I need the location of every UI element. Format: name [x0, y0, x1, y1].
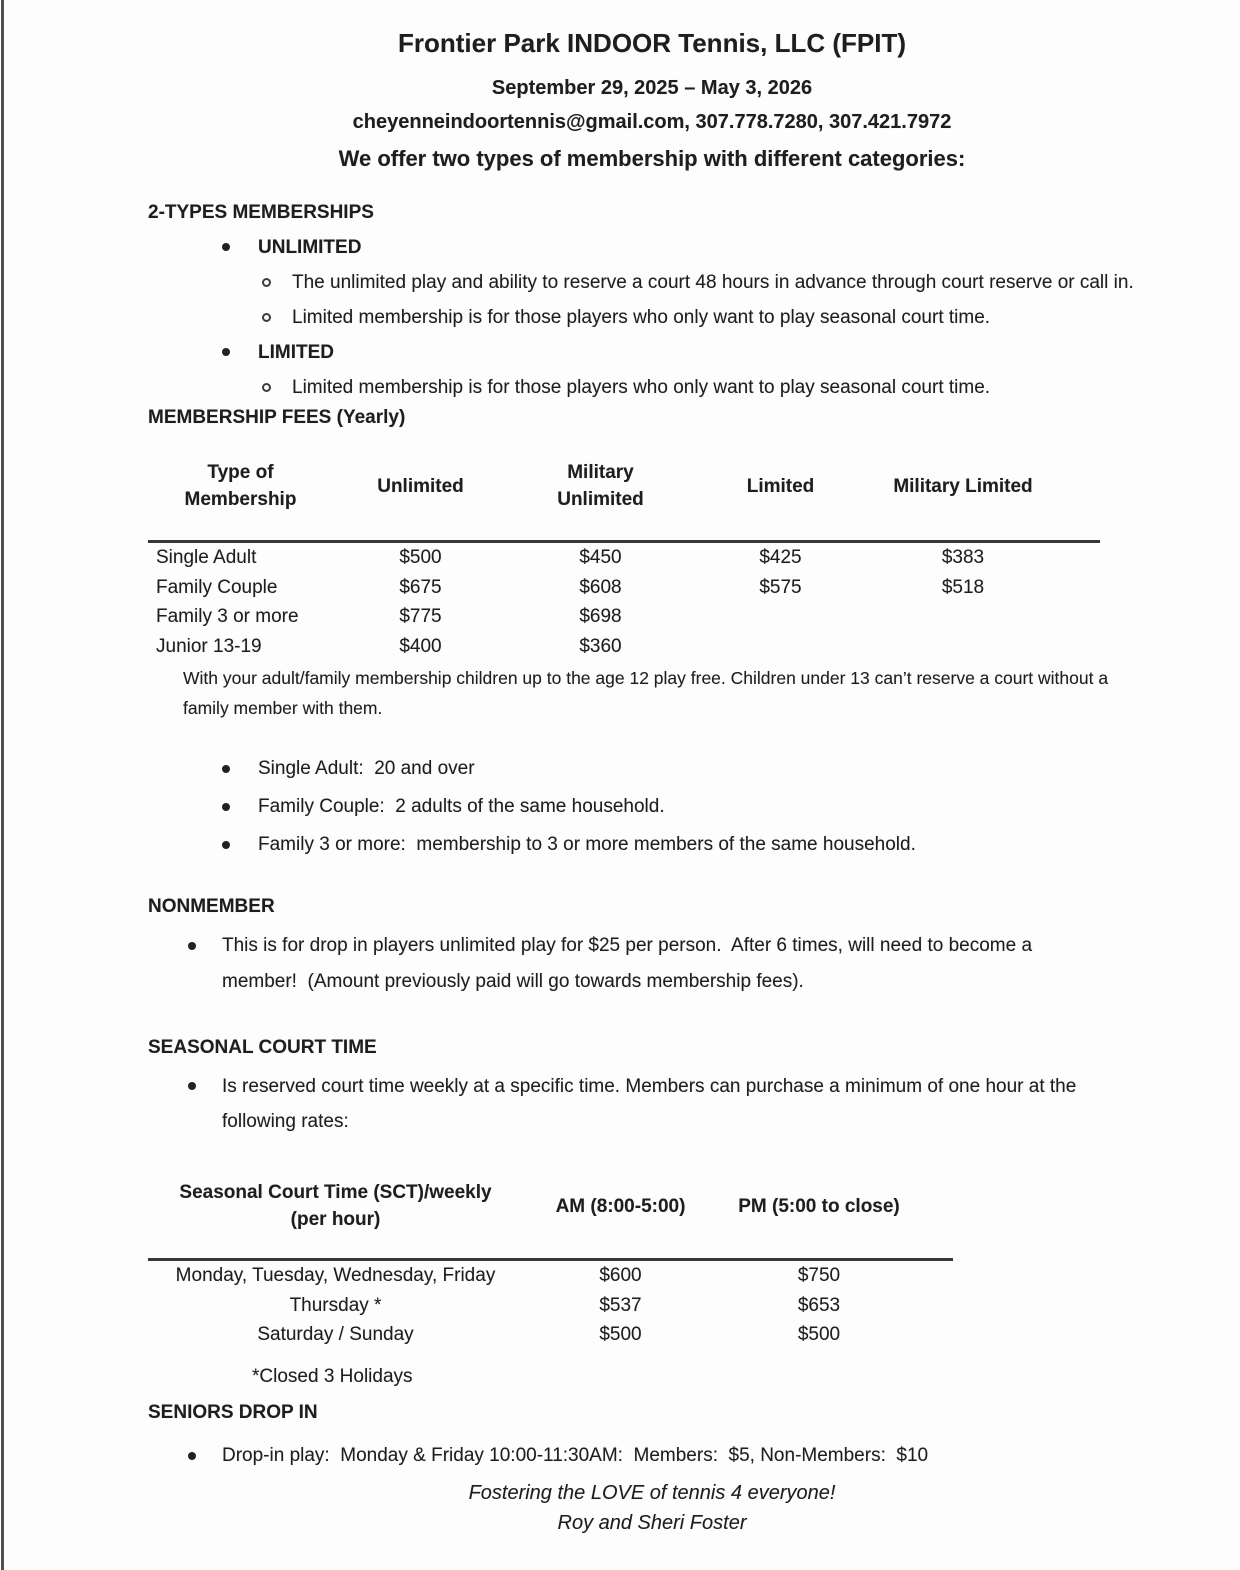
fees-cell: $518 [941, 576, 985, 598]
fees-cell [868, 602, 1058, 632]
list-item-limited-detail-1 [262, 370, 1240, 405]
section-heading-seniors: SENIORS DROP IN [148, 1401, 318, 1423]
sct-cell: $750 [797, 1265, 841, 1286]
seniors-detail: Drop-in play: Monday & Friday 10:00-11:30AM: Members: $5, Non-Members: $10 [222, 1444, 929, 1466]
list-item-unlimited-detail-1 [262, 265, 1240, 300]
fees-cell: $608 [579, 576, 622, 598]
table-row [148, 543, 1240, 573]
fees-column-header-military-unlimited: Military Unlimited [557, 462, 644, 510]
bullet-icon [222, 230, 258, 265]
circle-bullet-icon [262, 370, 292, 405]
category-definitions-list [0, 750, 1240, 864]
fees-table-header-row [148, 459, 1240, 540]
footer-signature: Roy and Sheri Foster [557, 1511, 747, 1534]
category-family-3-or-more: Family 3 or more: membership to 3 or more members of the same household. [258, 834, 916, 855]
table-row [148, 1291, 1240, 1321]
fees-column-header-military-limited: Military Limited [893, 475, 1033, 497]
fees-cell: $575 [759, 576, 802, 598]
fees-cell [693, 602, 868, 632]
section-heading-types: 2-TYPES MEMBERSHIPS [148, 202, 374, 223]
seasonal-detail: Is reserved court time weekly at a specific time. Members can purchase a minimum of one hour at the following rates: [222, 1076, 1082, 1132]
footer-motto: Fostering the LOVE of tennis 4 everyone! [468, 1481, 836, 1504]
seasonal-court-time-table [148, 1179, 1240, 1350]
bullet-icon [188, 1069, 222, 1139]
list-item-seniors [188, 1438, 1240, 1474]
fees-row-label: Family 3 or more [156, 606, 299, 627]
unlimited-label: UNLIMITED [258, 237, 362, 258]
nonmember-detail: This is for drop in players unlimited play for $25 per person. After 6 times, will need to become a member! (Amount previously paid will go towards membership fees). [222, 935, 1038, 992]
table-row [148, 602, 1240, 632]
list-item-nonmember [188, 928, 1240, 1000]
page-title: Frontier Park INDOOR Tennis, LLC (FPIT) [398, 28, 906, 58]
limited-label: LIMITED [258, 342, 334, 363]
limited-detail-1: Limited membership is for those players who only want to play seasonal court time. [292, 377, 991, 398]
sct-cell: $600 [599, 1265, 642, 1286]
fees-cell: $500 [399, 547, 442, 568]
bullet-icon [188, 928, 222, 1000]
circle-bullet-icon [262, 265, 292, 300]
circle-bullet-icon [262, 300, 292, 335]
fees-column-header-type: Type of Membership [184, 462, 297, 510]
fees-row-label: Family Couple [156, 576, 278, 598]
fees-row-label: Junior 13-19 [156, 635, 262, 657]
list-item-family-3-or-more [222, 826, 1240, 864]
document-header [0, 26, 1240, 174]
membership-fees-table [148, 459, 1240, 661]
fees-cell: $775 [399, 606, 442, 627]
membership-note: With your adult/family membership children up to the age 12 play free. Children under 13 can’t reserve a court without a family member with them. [183, 668, 1109, 718]
sct-row-label: Thursday * [289, 1294, 382, 1316]
section-heading-fees: MEMBERSHIP FEES (Yearly) [148, 407, 406, 428]
section-heading-nonmember: NONMEMBER [148, 896, 275, 917]
document-footer [0, 1478, 1240, 1538]
fees-column-header-limited: Limited [746, 475, 815, 497]
sct-cell: $537 [599, 1294, 642, 1316]
table-row [148, 1261, 1240, 1291]
sct-column-header-am: AM (8:00-5:00) [555, 1195, 686, 1217]
fees-cell: $698 [579, 606, 622, 627]
table-row [148, 573, 1240, 603]
sct-cell: $653 [797, 1294, 841, 1316]
fees-cell: $425 [759, 547, 802, 568]
table-row [148, 632, 1240, 662]
contact-line: cheyenneindoortennis@gmail.com, 307.778.7280, 307.421.7972 [352, 111, 952, 133]
bullet-icon [222, 750, 258, 788]
category-family-couple: Family Couple: 2 adults of the same household. [258, 796, 665, 817]
bullet-icon [222, 335, 258, 370]
unlimited-detail-2: Limited membership is for those players who only want to play seasonal court time. [292, 307, 991, 328]
fees-cell [868, 632, 1058, 662]
membership-tagline: We offer two types of membership with different categories: [338, 146, 966, 171]
scan-edge-line [1, 0, 4, 1570]
list-item-seasonal [188, 1069, 1240, 1139]
fees-row-label: Single Adult [156, 547, 257, 568]
sct-column-header-pm: PM (5:00 to close) [738, 1195, 900, 1217]
fees-cell [693, 632, 868, 662]
fees-cell: $675 [399, 576, 442, 598]
sct-table-header-row [148, 1179, 1240, 1258]
sct-cell: $500 [599, 1324, 642, 1345]
types-list [0, 230, 1240, 405]
holiday-footnote: *Closed 3 Holidays [252, 1365, 413, 1387]
bullet-icon [222, 826, 258, 864]
list-item-family-couple [222, 788, 1240, 826]
bullet-icon [222, 788, 258, 826]
fees-column-header-unlimited: Unlimited [377, 475, 464, 497]
fees-cell: $400 [399, 635, 442, 657]
section-heading-seasonal: SEASONAL COURT TIME [148, 1037, 377, 1058]
fees-cell: $450 [579, 547, 622, 568]
fees-cell: $383 [941, 547, 985, 568]
sct-column-header-label: Seasonal Court Time (SCT)/weekly (per hour) [179, 1182, 492, 1230]
list-item-single-adult [222, 750, 1240, 788]
list-item-unlimited-detail-2 [262, 300, 1240, 335]
sct-row-label: Monday, Tuesday, Wednesday, Friday [175, 1265, 496, 1286]
table-row [148, 1320, 1240, 1350]
unlimited-detail-1: The unlimited play and ability to reserve a court 48 hours in advance through court reserve or call in. [292, 272, 1134, 293]
fees-cell: $360 [579, 635, 622, 657]
season-date-range: September 29, 2025 – May 3, 2026 [491, 77, 813, 99]
sct-row-label: Saturday / Sunday [257, 1324, 414, 1345]
list-item-limited [222, 335, 1240, 370]
bullet-icon [188, 1438, 222, 1474]
sct-cell: $500 [797, 1324, 841, 1345]
category-single-adult: Single Adult: 20 and over [258, 758, 475, 779]
list-item-unlimited [222, 230, 1240, 265]
